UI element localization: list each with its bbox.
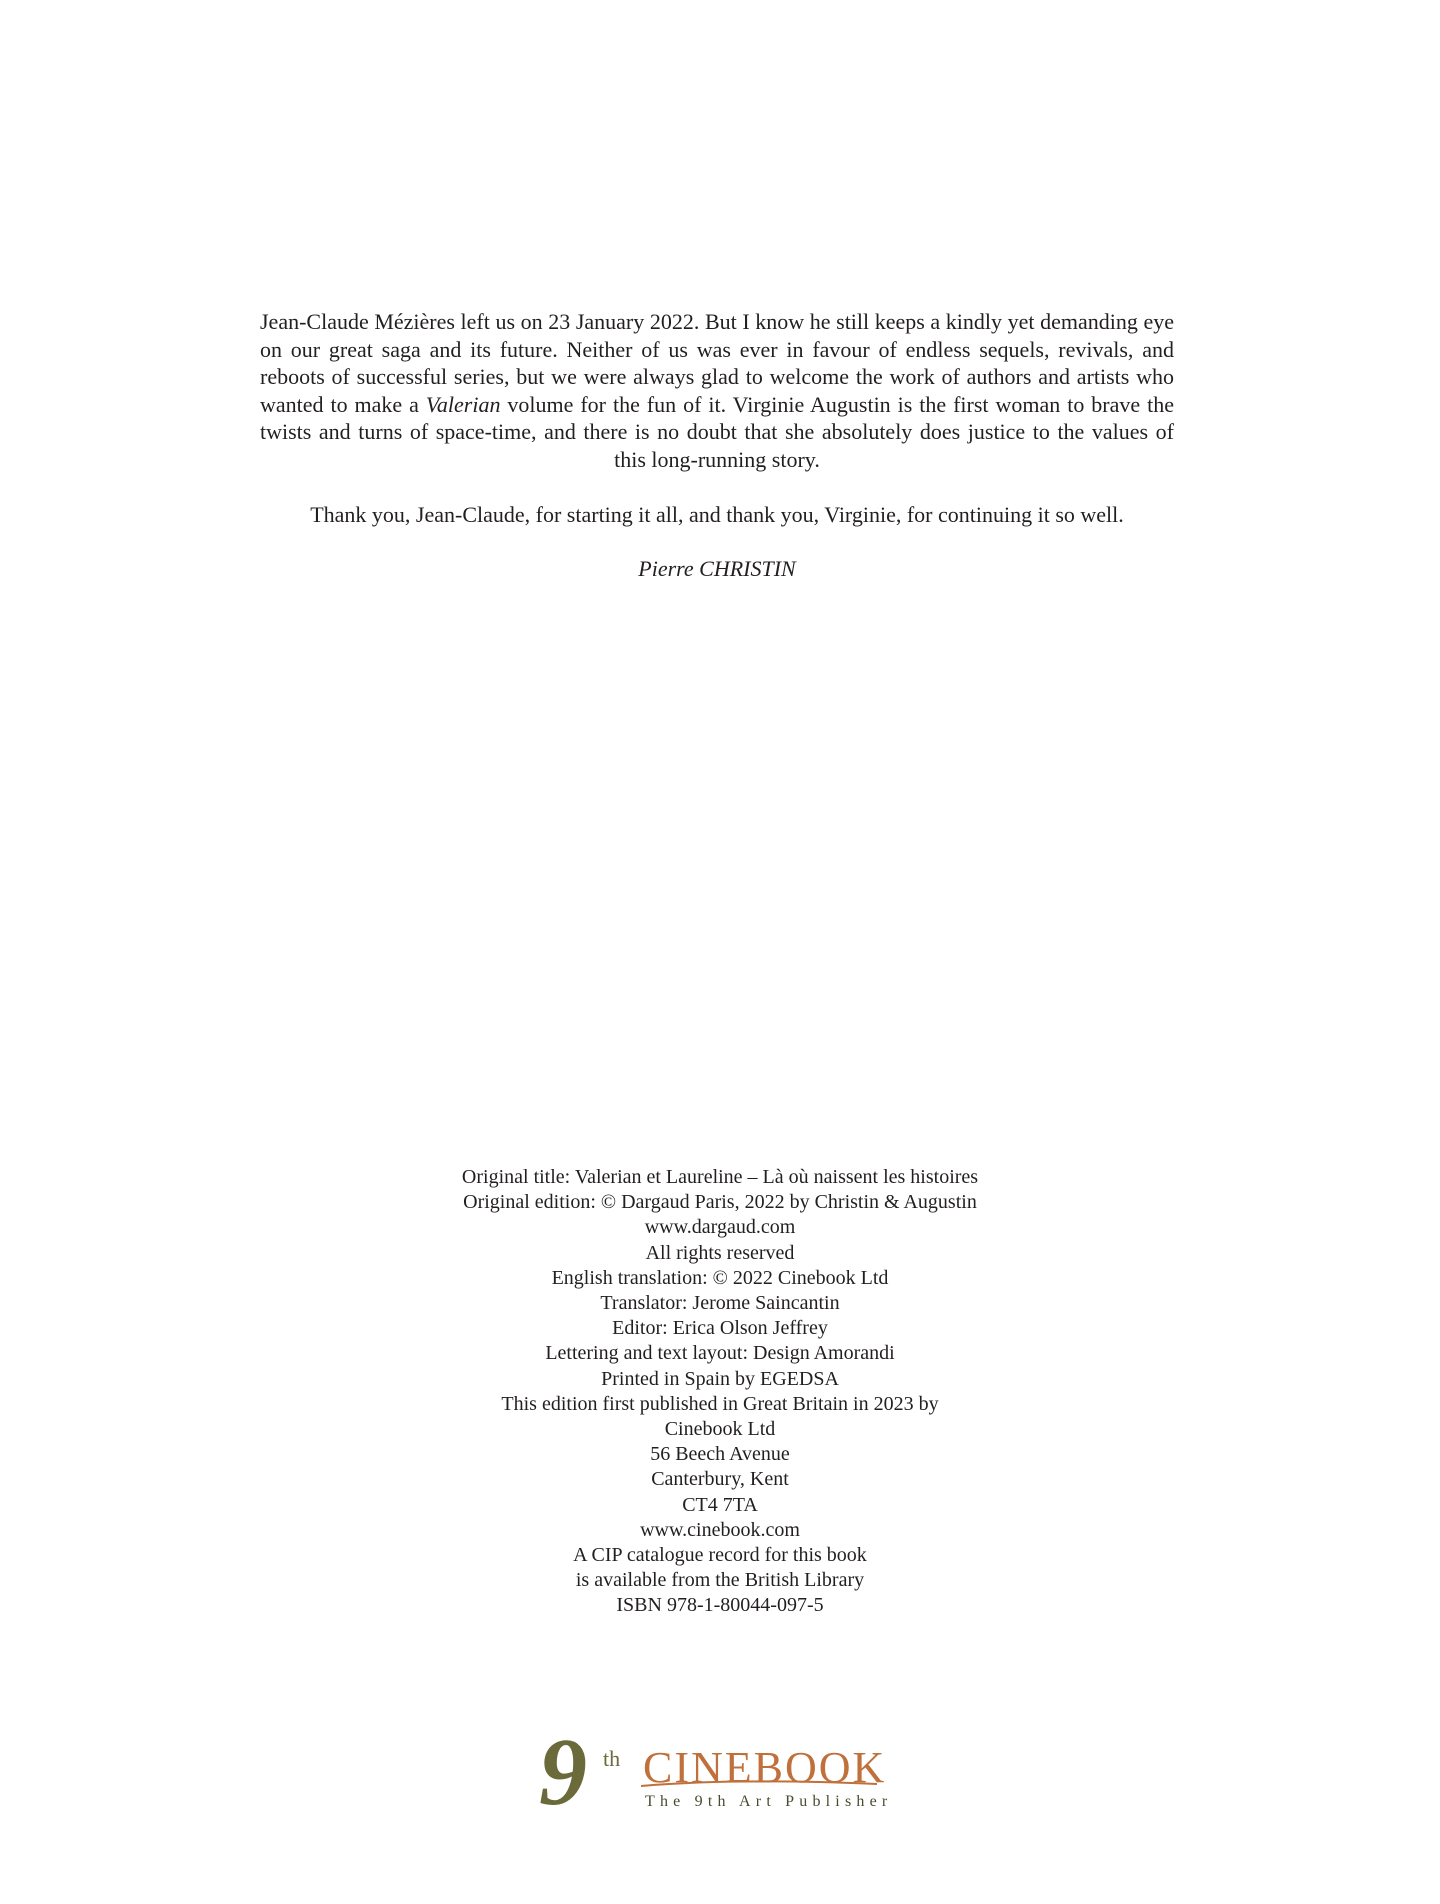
colophon-line: A CIP catalogue record for this book xyxy=(573,1544,867,1567)
colophon-line: Translator: Jerome Saincantin xyxy=(600,1292,840,1315)
colophon-line: Lettering and text layout: Design Amorandi xyxy=(545,1342,895,1365)
colophon-line: www.dargaud.com xyxy=(644,1216,796,1239)
foreword-paragraph xyxy=(260,308,1174,474)
series-title-italic: Valerian xyxy=(425,391,501,417)
foreword-text-end: volume for the fun of it. Virginie Augustin is the first woman to brave the twists and turns of space-time, and there is no doubt that she absolutely does justice to the values of this long-running story. xyxy=(260,391,1174,472)
colophon-line: Canterbury, Kent xyxy=(651,1468,789,1491)
cinebook-logo xyxy=(537,1728,907,1810)
colophon-line: This edition first published in Great Britain in 2023 by xyxy=(501,1392,939,1415)
colophon-line: All rights reserved xyxy=(645,1241,795,1264)
colophon-line: Original title: Valerian et Laureline – Là où naissent les histoires xyxy=(461,1166,979,1188)
logo-numeral: 9 xyxy=(539,1728,587,1810)
colophon-line: Editor: Erica Olson Jeffrey xyxy=(612,1317,828,1340)
logo-tagline: The 9th Art Publisher xyxy=(645,1793,893,1810)
foreword xyxy=(260,308,1174,583)
colophon-line: CT4 7TA xyxy=(682,1493,758,1516)
colophon xyxy=(320,1165,1120,1619)
colophon-line: Original edition: © Dargaud Paris, 2022 by Christin & Augustin xyxy=(463,1191,977,1214)
colophon-line: Cinebook Ltd xyxy=(664,1418,776,1441)
logo-superscript: th xyxy=(603,1746,621,1771)
colophon-line: ISBN 978-1-80044-097-5 xyxy=(616,1594,824,1617)
author-signature: Pierre CHRISTIN xyxy=(638,556,796,582)
colophon-line: Printed in Spain by EGEDSA xyxy=(601,1367,839,1390)
foreword-text-start: Jean-Claude Mézières left us on 23 January 2022. But I know he still keeps a kindly yet demanding eye on our great saga and its future. Neither of us was ever in favour of endless sequels, revivals, and reboots of successful series, but we were always glad to welcome the work of authors and artists who wanted to make a xyxy=(260,309,1174,417)
colophon-line: www.cinebook.com xyxy=(640,1518,800,1541)
logo-name: CINEBOOK xyxy=(643,1743,887,1792)
colophon-line: 56 Beech Avenue xyxy=(650,1443,790,1466)
thank-you-paragraph: Thank you, Jean-Claude, for starting it all, and thank you, Virginie, for continuing it so well. xyxy=(310,501,1124,527)
colophon-line: English translation: © 2022 Cinebook Ltd xyxy=(551,1266,889,1289)
colophon-line: is available from the British Library xyxy=(575,1569,865,1592)
